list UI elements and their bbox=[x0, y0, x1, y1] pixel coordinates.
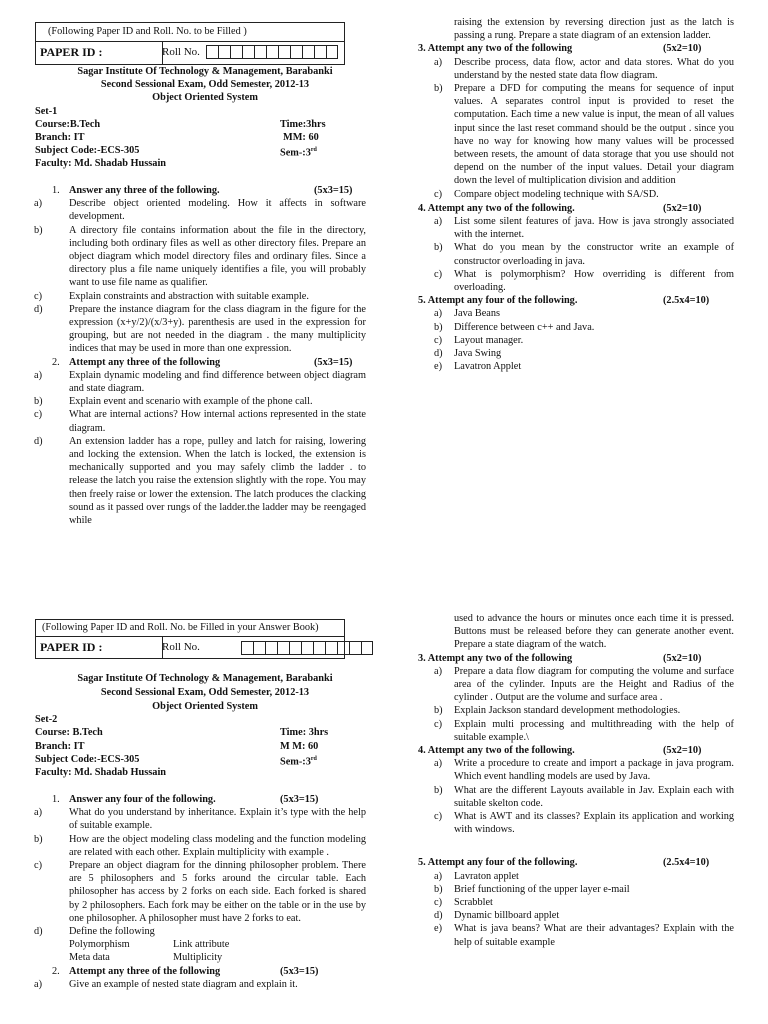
item-text: What do you mean by the constructor write an example of constructor overloading in java. bbox=[454, 242, 734, 267]
item-marker: b) bbox=[34, 224, 43, 236]
item-text: What is polymorphism? How overriding is different from overloading. bbox=[454, 268, 734, 294]
max-marks-label: MM: 60 bbox=[283, 132, 319, 143]
question-item bbox=[418, 909, 734, 922]
question-item bbox=[418, 922, 734, 948]
question-instruction: 4. Attempt any two of the following. bbox=[418, 202, 575, 214]
item-text: An extension ladder has a rope, pulley and latch for raising, lowering and locking the extension. When the latch is locked, the extension is mechanically supported and you may safely climb the ladder . to release the latch you raise the extension slightly with the rope. You may then freely raise or lower the extension. The latch produces the clacking sound as it passed over rungs of the ladder.the ladder may be reengaged while bbox=[69, 435, 366, 527]
question-item bbox=[34, 978, 366, 991]
item-text: Prepare a DFD for computing the means for sequence of input values. A separates control input is provided to reset the computation. Each time a new value is input, the mean of all values input since the last reset command should be the output . since you have no way for knowing how many values will be processed between resets, the amount of data storage that you use should not depend on the number of the input values. Detail your diagram down the level of multiplication division and addition bbox=[454, 83, 734, 187]
item-text: Prepare the instance diagram for the class diagram in the figure for the expression (x+y/2)/(x/3+y). parenthesis are used in the expression for grouping, but are not needed in the diagram . the many multiplicity indices that may be used in more than one expression. bbox=[69, 303, 366, 355]
faculty-label: Faculty: Md. Shadab Hussain bbox=[35, 767, 167, 778]
time-label: Time:3hrs bbox=[280, 119, 326, 130]
course-label: Course: B.Tech bbox=[35, 727, 103, 738]
question-instruction: Attempt any three of the following bbox=[69, 356, 221, 368]
question-item bbox=[34, 435, 366, 527]
item-text: Difference between c++ and Java. bbox=[454, 321, 595, 333]
question-marks: (5x3=15) bbox=[314, 185, 353, 196]
continued-text: raising the extension by reversing direction just as the latch is passing a rung. Prepare a state diagram of an extension ladder. bbox=[454, 17, 734, 42]
subject-name: Object Oriented System bbox=[152, 92, 258, 103]
item-marker: c) bbox=[34, 860, 42, 871]
item-text: Lavatron Applet bbox=[454, 361, 522, 373]
institute-name: Sagar Institute Of Technology & Management, Barabanki bbox=[77, 673, 333, 684]
question-heading bbox=[418, 42, 734, 55]
definition-term: Meta data bbox=[69, 952, 110, 964]
item-text: Explain multi processing and multithreading with the help of suitable example.\ bbox=[454, 718, 734, 743]
item-marker: d) bbox=[434, 910, 443, 922]
roll-no-label: Roll No. bbox=[162, 46, 200, 58]
item-text: Java Beans bbox=[454, 308, 501, 320]
question-item bbox=[34, 925, 366, 938]
item-text: Java Swing bbox=[454, 348, 502, 360]
item-text: Give an example of nested state diagram and explain it. bbox=[69, 978, 298, 990]
id-box-note: (Following Paper ID and Roll. No. to be Filled ) bbox=[36, 23, 344, 42]
question-item bbox=[418, 718, 734, 744]
item-marker: e) bbox=[434, 923, 442, 935]
item-text: What are the different Layouts available in Jav. Explain each with suitable skelton code. bbox=[454, 784, 734, 809]
set-label: Set-2 bbox=[35, 714, 58, 725]
id-box-set1 bbox=[35, 22, 345, 65]
question-marks: (5x2=10) bbox=[663, 745, 702, 757]
question-item bbox=[418, 757, 734, 783]
item-text: Prepare an object diagram for the dinning philosopher problem. There are 5 philosophers and 5 forks around the circular table. Each philosopher has access by 2 forks on each side. Each forked is shared by 2 philosophers. Each fork may be either on the table or in the use by one philosopher. A philosopher must have 2 forks to eat. bbox=[69, 860, 366, 924]
item-text: Explain Jackson standard development methodologies. bbox=[454, 705, 681, 717]
question-item bbox=[34, 290, 366, 303]
item-marker: b) bbox=[434, 705, 443, 717]
roll-no-cells[interactable] bbox=[241, 641, 373, 655]
item-marker: c) bbox=[434, 334, 442, 346]
item-text: Scrabblet bbox=[454, 897, 493, 909]
question-item bbox=[34, 408, 366, 434]
item-text: Explain event and scenario with example of the phone call. bbox=[69, 396, 313, 408]
item-marker: c) bbox=[434, 897, 442, 909]
faculty-label: Faculty: Md. Shadab Hussain bbox=[35, 158, 167, 169]
subject-code-label: Subject Code:-ECS-305 bbox=[35, 754, 140, 765]
paper-id-label: PAPER ID : bbox=[36, 636, 163, 658]
semester-label: Sem-:3rd bbox=[280, 756, 317, 768]
subject-name: Object Oriented System bbox=[152, 701, 258, 712]
item-text: What do you understand by inheritance. Explain it’s type with the help of suitable example. bbox=[69, 807, 366, 832]
item-text: Describe object oriented modeling. How it affects in software development. bbox=[69, 198, 366, 223]
course-label: Course:B.Tech bbox=[35, 119, 101, 130]
item-marker: d) bbox=[34, 435, 43, 447]
item-text: How are the object modeling class modeling and the function modeling are related with each other. Explain multiplicity with example . bbox=[69, 833, 366, 858]
question-item bbox=[34, 224, 366, 290]
question-marks: (5x3=15) bbox=[314, 356, 353, 368]
time-label: Time: 3hrs bbox=[280, 727, 329, 738]
definition-term: Link attribute bbox=[173, 939, 230, 951]
question-item bbox=[418, 241, 734, 267]
branch-label: Branch: IT bbox=[35, 741, 85, 752]
question-item bbox=[418, 307, 734, 320]
item-marker: a) bbox=[34, 807, 42, 819]
semester-label: Sem-:3rd bbox=[280, 147, 317, 159]
definition-term: Multiplicity bbox=[173, 952, 223, 964]
question-item bbox=[418, 870, 734, 883]
set-label: Set-1 bbox=[35, 106, 58, 117]
item-text: What is java beans? What are their advantages? Explain with the help of suitable example bbox=[454, 923, 734, 948]
item-text: List some silent features of java. How is java strongly associated with the internet. bbox=[454, 216, 734, 241]
question-instruction: Answer any four of the following. bbox=[69, 794, 216, 805]
max-marks-label: M M: 60 bbox=[280, 741, 319, 752]
question-item bbox=[418, 82, 734, 188]
question-item bbox=[418, 360, 734, 373]
item-text: What are internal actions? How internal actions represented in the state diagram. bbox=[69, 409, 366, 434]
roll-no-cells[interactable] bbox=[206, 45, 338, 59]
question-instruction: 3. Attempt any two of the following bbox=[418, 652, 573, 664]
question-item bbox=[418, 215, 734, 241]
question-instruction: 3. Attempt any two of the following bbox=[418, 43, 573, 55]
item-text: A directory file contains information about the file in the directory, including both ordinary files as well as other directory files. Prepare an object diagram which model directory files and ordinary files. Since a directory plus a file name uniquely identifies a file, you will probably want to use file name as qualifier. bbox=[69, 224, 366, 289]
question-instruction: Attempt any three of the following bbox=[69, 965, 221, 977]
question-heading bbox=[52, 184, 366, 197]
institute-name: Sagar Institute Of Technology & Management, Barabanki bbox=[77, 66, 333, 77]
question-item bbox=[34, 197, 366, 223]
item-marker: b) bbox=[434, 321, 443, 333]
question-item bbox=[418, 347, 734, 360]
exam-name: Second Sessional Exam, Odd Semester, 2012-13 bbox=[100, 79, 310, 90]
question-marks: (5x2=10) bbox=[663, 43, 702, 55]
item-marker: b) bbox=[434, 883, 443, 895]
question-marks: (5x3=15) bbox=[280, 965, 319, 977]
question-item bbox=[34, 859, 366, 925]
item-marker: d) bbox=[434, 348, 443, 360]
definition-row bbox=[52, 938, 366, 951]
question-instruction: 5. Attempt any four of the following. bbox=[418, 295, 578, 307]
question-heading bbox=[418, 744, 734, 757]
item-marker: b) bbox=[34, 396, 43, 408]
question-marks: (5x2=10) bbox=[663, 202, 702, 214]
item-marker: d) bbox=[34, 926, 43, 938]
question-item bbox=[418, 334, 734, 347]
question-item bbox=[34, 395, 366, 408]
question-heading bbox=[52, 793, 366, 806]
question-heading bbox=[418, 856, 734, 869]
item-text: Lavraton applet bbox=[454, 870, 519, 882]
question-number: 1. bbox=[52, 185, 60, 196]
question-item bbox=[418, 784, 734, 810]
question-item bbox=[418, 321, 734, 334]
definition-term: Polymorphism bbox=[69, 939, 130, 951]
question-item bbox=[34, 806, 366, 832]
item-marker: c) bbox=[434, 811, 442, 823]
item-marker: b) bbox=[434, 784, 443, 796]
item-marker: a) bbox=[434, 216, 442, 228]
question-item bbox=[34, 369, 366, 395]
item-marker: c) bbox=[34, 409, 42, 421]
item-marker: a) bbox=[34, 978, 42, 990]
question-heading bbox=[418, 294, 734, 307]
item-marker: c) bbox=[434, 188, 442, 200]
item-marker: d) bbox=[34, 303, 43, 315]
question-marks: (2.5x4=10) bbox=[663, 857, 710, 869]
continued-text: used to advance the hours or minutes once each time it is pressed. Buttons must be released before they can generate another event. Prepare a state diagram of the watch. bbox=[454, 613, 734, 651]
item-marker: c) bbox=[34, 290, 42, 302]
item-marker: a) bbox=[34, 369, 42, 381]
item-text: Brief functioning of the upper layer e-mail bbox=[454, 883, 630, 895]
question-item bbox=[418, 883, 734, 896]
question-marks: (2.5x4=10) bbox=[663, 295, 710, 307]
question-item bbox=[418, 268, 734, 294]
item-marker: b) bbox=[434, 242, 443, 254]
item-marker: a) bbox=[434, 870, 442, 882]
item-marker: b) bbox=[34, 833, 43, 845]
question-heading bbox=[418, 202, 734, 215]
item-marker: a) bbox=[34, 198, 42, 210]
question-item bbox=[418, 704, 734, 717]
question-number: 2. bbox=[52, 965, 60, 977]
question-item bbox=[418, 665, 734, 705]
question-item bbox=[34, 303, 366, 356]
item-text: Compare object modeling technique with SA/SD. bbox=[454, 188, 659, 200]
roll-no-label: Roll No. bbox=[162, 641, 200, 653]
item-marker: e) bbox=[434, 361, 442, 373]
item-text: Prepare a data flow diagram for computing the volume and surface area of the cylinder. Inputs are the Height and Radius of the cylinder . Output are the volume and surface area . bbox=[454, 665, 734, 704]
item-marker: a) bbox=[434, 56, 442, 68]
question-instruction: 4. Attempt any two of the following. bbox=[418, 745, 575, 757]
question-marks: (5x3=15) bbox=[280, 794, 319, 805]
question-item bbox=[418, 56, 734, 82]
item-marker: c) bbox=[434, 718, 442, 730]
question-number: 1. bbox=[52, 794, 60, 805]
item-text: What is AWT and its classes? Explain its application and working with windows. bbox=[454, 811, 734, 836]
question-marks: (5x2=10) bbox=[663, 652, 702, 664]
question-item bbox=[418, 896, 734, 909]
item-text: Explain dynamic modeling and find difference between object diagram and state diagram. bbox=[69, 369, 366, 395]
question-heading bbox=[418, 652, 734, 665]
question-item bbox=[34, 833, 366, 859]
question-heading bbox=[52, 356, 366, 369]
item-marker: a) bbox=[434, 758, 442, 770]
question-instruction: 5. Attempt any four of the following. bbox=[418, 857, 578, 869]
branch-label: Branch: IT bbox=[35, 132, 85, 143]
question-heading bbox=[52, 965, 366, 978]
item-marker: b) bbox=[434, 83, 443, 94]
exam-name: Second Sessional Exam, Odd Semester, 2012-13 bbox=[100, 687, 310, 698]
item-marker: a) bbox=[434, 308, 442, 320]
item-text: Describe process, data flow, actor and data stores. What do you understand by the nested state data flow diagram. bbox=[454, 56, 734, 81]
item-text: Explain constraints and abstraction with suitable example. bbox=[69, 290, 309, 302]
question-item bbox=[418, 188, 734, 201]
item-marker: c) bbox=[434, 268, 442, 280]
item-text: Dynamic billboard applet bbox=[454, 910, 560, 922]
paper-id-label: PAPER ID : bbox=[36, 41, 163, 64]
question-instruction: Answer any three of the following. bbox=[69, 185, 220, 196]
id-box-note: (Following Paper ID and Roll. No. be Filled in your Answer Book) bbox=[36, 620, 344, 637]
subject-code-label: Subject Code:-ECS-305 bbox=[35, 145, 140, 156]
item-text: Define the following bbox=[69, 926, 155, 938]
id-box-set2 bbox=[35, 619, 345, 659]
definition-row bbox=[52, 951, 366, 964]
item-marker: a) bbox=[434, 665, 442, 677]
question-number: 2. bbox=[52, 356, 60, 368]
question-item bbox=[418, 810, 734, 836]
item-text: Write a procedure to create and import a package in java program. Which event handling models are used by Java. bbox=[454, 758, 734, 783]
item-text: Layout manager. bbox=[454, 334, 524, 346]
